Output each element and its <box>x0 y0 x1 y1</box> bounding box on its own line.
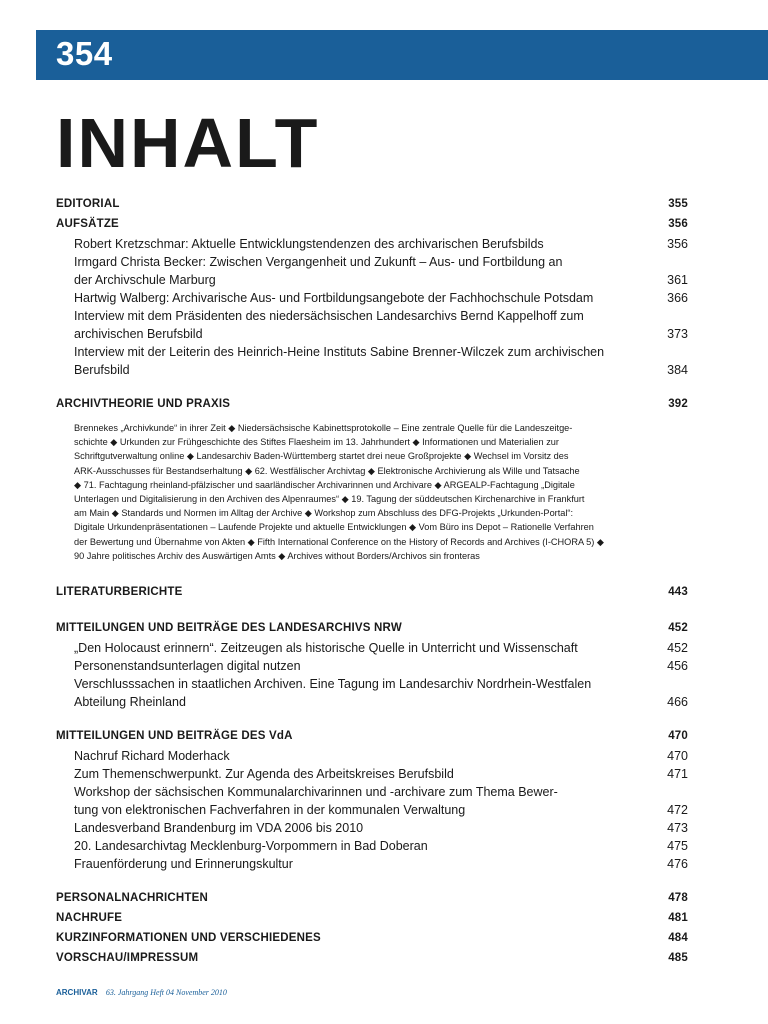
entry-line: Robert Kretzschmar: Aktuelle Entwicklungstendenzen des archivarischen Berufsbilds <box>74 237 544 251</box>
entry-line: Interview mit der Leiterin des Heinrich-Heine Instituts Sabine Brenner-Wilczek zum archivischen <box>74 345 605 359</box>
page-footer <box>56 988 227 997</box>
page-ref: 470 <box>667 749 688 764</box>
page-ref: 475 <box>667 839 688 854</box>
section-aufsaetze[interactable] <box>56 215 688 235</box>
page-ref: 452 <box>667 641 688 656</box>
page-ref: 472 <box>667 803 688 818</box>
page-ref: 366 <box>667 291 688 305</box>
section-archivtheorie[interactable] <box>56 395 688 415</box>
toc-entry[interactable] <box>56 819 688 837</box>
entry-line: Zum Themenschwerpunkt. Zur Agenda des Arbeitskreises Berufsbild <box>74 767 454 782</box>
page-ref: 470 <box>668 730 688 743</box>
entry-line: der Archivschule Marburg <box>74 273 216 287</box>
summary-line: Schriftgutverwaltung online ◆ Landesarchiv Baden-Württemberg startet drei neue Großprojekte ◆ Wechsel im Vorsitz des <box>74 451 569 462</box>
page-ref: 466 <box>667 695 688 710</box>
table-of-contents <box>56 195 688 969</box>
entry-line: Landesverband Brandenburg im VDA 2006 bis 2010 <box>74 821 364 836</box>
page-ref: 485 <box>668 952 688 965</box>
page-ref: 361 <box>667 273 688 287</box>
entry-line: „Den Holocaust erinnern“. Zeitzeugen als historische Quelle in Unterricht und Wissenschaft <box>74 641 578 656</box>
entry-line: Verschlusssachen in staatlichen Archiven. Eine Tagung im Landesarchiv Nordrhein-Westfalen <box>74 677 592 692</box>
section-vda[interactable] <box>56 727 688 747</box>
toc-entry[interactable] <box>56 747 688 765</box>
entry-line: Workshop der sächsischen Kommunalarchivarinnen und -archivare zum Thema Bewer- <box>74 785 558 800</box>
page-ref: 476 <box>667 857 688 872</box>
section-literaturberichte[interactable] <box>56 583 688 603</box>
summary-line: der Bewertung und Übernahme von Akten ◆ Fifth International Conference on the History of Records and Archives (I-CHORA 5) ◆ <box>74 536 604 547</box>
page-ref: 478 <box>668 892 688 905</box>
summary-line: Digitale Urkundenpräsentationen – Laufende Projekte und aktuelle Entwicklungen ◆ Vom Büro ins Depot – Rationelle Verfahren <box>74 522 594 533</box>
section-label: ARCHIVTHEORIE UND PRAXIS <box>56 398 231 410</box>
entry-line: Personenstandsunterlagen digital nutzen <box>74 659 301 674</box>
toc-entry[interactable] <box>56 235 688 253</box>
section-personalnachrichten[interactable] <box>56 889 688 909</box>
section-nachrufe[interactable] <box>56 909 688 929</box>
entry-line: archivischen Berufsbild <box>74 327 203 341</box>
entry-line: Hartwig Walberg: Archivarische Aus- und Fortbildungsangebote der Fachhochschule Potsdam <box>74 291 594 305</box>
page-ref: 484 <box>668 932 688 945</box>
entry-line: Abteilung Rheinland <box>74 695 186 710</box>
toc-entry[interactable] <box>56 657 688 675</box>
page-ref: 356 <box>667 237 688 251</box>
page-ref: 471 <box>667 767 688 782</box>
toc-entry[interactable] <box>56 253 688 289</box>
entry-line: Frauenförderung und Erinnerungskultur <box>74 857 293 872</box>
entry-line: Nachruf Richard Moderhack <box>74 749 230 764</box>
page-ref: 452 <box>668 622 688 635</box>
page-ref: 481 <box>668 912 688 925</box>
section-label: PERSONALNACHRICHTEN <box>56 892 209 905</box>
section-label: NACHRUFE <box>56 912 123 925</box>
summary-line: 90 Jahre politisches Archiv des Auswärtigen Amts ◆ Archives without Borders/Archivos sin fronteras <box>74 550 480 561</box>
entry-line: Interview mit dem Präsidenten des niedersächsischen Landesarchivs Bernd Kappelhoff zum <box>74 309 584 323</box>
page-number: 354 <box>56 35 113 72</box>
section-label: EDITORIAL <box>56 198 120 210</box>
section-vorschau-impressum[interactable] <box>56 949 688 969</box>
summary-line: Unterlagen und Digitalisierung in den Archiven des Alpenraumes“ ◆ 19. Tagung der süddeutschen Kirchenarchive in Frankfurt <box>74 494 585 505</box>
summary-line: ◆ 71. Fachtagung rheinland-pfälzischer und saarländischer Archivarinnen und Archivare ◆ ARGEALP-Fachtagung „Digitale <box>74 479 575 490</box>
toc-entry[interactable] <box>56 783 688 819</box>
entry-line: Irmgard Christa Becker: Zwischen Vergangenheit und Zukunft – Aus- und Fortbildung an <box>74 255 563 269</box>
toc-entry[interactable] <box>56 289 688 307</box>
issue-info: 63. Jahrgang Heft 04 November 2010 <box>105 988 227 997</box>
entry-line: tung von elektronischen Fachverfahren in der kommunalen Verwaltung <box>74 803 466 818</box>
section-label: KURZINFORMATIONEN UND VERSCHIEDENES <box>56 932 321 945</box>
page-ref: 443 <box>668 586 688 599</box>
section-label: MITTEILUNGEN UND BEITRÄGE DES VdA <box>56 730 293 743</box>
aufsaetze-entries <box>56 235 688 379</box>
section-editorial[interactable] <box>56 195 688 215</box>
toc-entry[interactable] <box>56 837 688 855</box>
toc-entry[interactable] <box>56 675 688 711</box>
toc-entry[interactable] <box>56 343 688 379</box>
section-kurzinformationen[interactable] <box>56 929 688 949</box>
page-ref: 392 <box>668 398 688 410</box>
toc-entry[interactable] <box>56 639 688 657</box>
landesarchiv-entries <box>56 639 688 711</box>
section-label: VORSCHAU/IMPRESSUM <box>56 952 199 965</box>
page-header-bar <box>36 30 768 80</box>
toc-entry[interactable] <box>56 855 688 873</box>
section-landesarchiv-nrw[interactable] <box>56 619 688 639</box>
page-ref: 456 <box>667 659 688 674</box>
archivtheorie-summary <box>56 421 688 563</box>
summary-line: ARK-Ausschusses für Bestandserhaltung ◆ 62. Westfälischer Archivtag ◆ Elektronische Archivierung als Wille und Tatsache <box>74 465 580 476</box>
summary-line: am Main ◆ Standards und Normen im Alltag der Archive ◆ Workshop zum Abschluss des DFG-Projekts „Urkunden-Portal“: <box>74 508 574 519</box>
vda-entries <box>56 747 688 873</box>
page-title: INHALT <box>56 104 320 182</box>
entry-line: 20. Landesarchivtag Mecklenburg-Vorpommern in Bad Doberan <box>74 839 428 854</box>
page-ref: 473 <box>667 821 688 836</box>
section-label: MITTEILUNGEN UND BEITRÄGE DES LANDESARCHIVS NRW <box>56 622 402 635</box>
page-ref: 356 <box>668 218 688 230</box>
page-ref: 355 <box>668 198 688 210</box>
summary-line: schichte ◆ Urkunden zur Frühgeschichte des Stiftes Flaesheim im 13. Jahrhundert ◆ Informationen und Materialien zur <box>74 437 559 448</box>
journal-brand: ARCHIVAR <box>56 988 98 997</box>
page-ref: 373 <box>667 327 688 341</box>
summary-line: Brennekes „Archivkunde“ in ihrer Zeit ◆ Niedersächsische Kabinettsprotokolle – Eine zentrale Quelle für die Landeszeitge- <box>74 423 573 433</box>
toc-entry[interactable] <box>56 765 688 783</box>
section-label: LITERATURBERICHTE <box>56 586 183 599</box>
page-ref: 384 <box>667 363 688 377</box>
toc-entry[interactable] <box>56 307 688 343</box>
section-label: AUFSÄTZE <box>56 218 119 230</box>
entry-line: Berufsbild <box>74 363 130 377</box>
